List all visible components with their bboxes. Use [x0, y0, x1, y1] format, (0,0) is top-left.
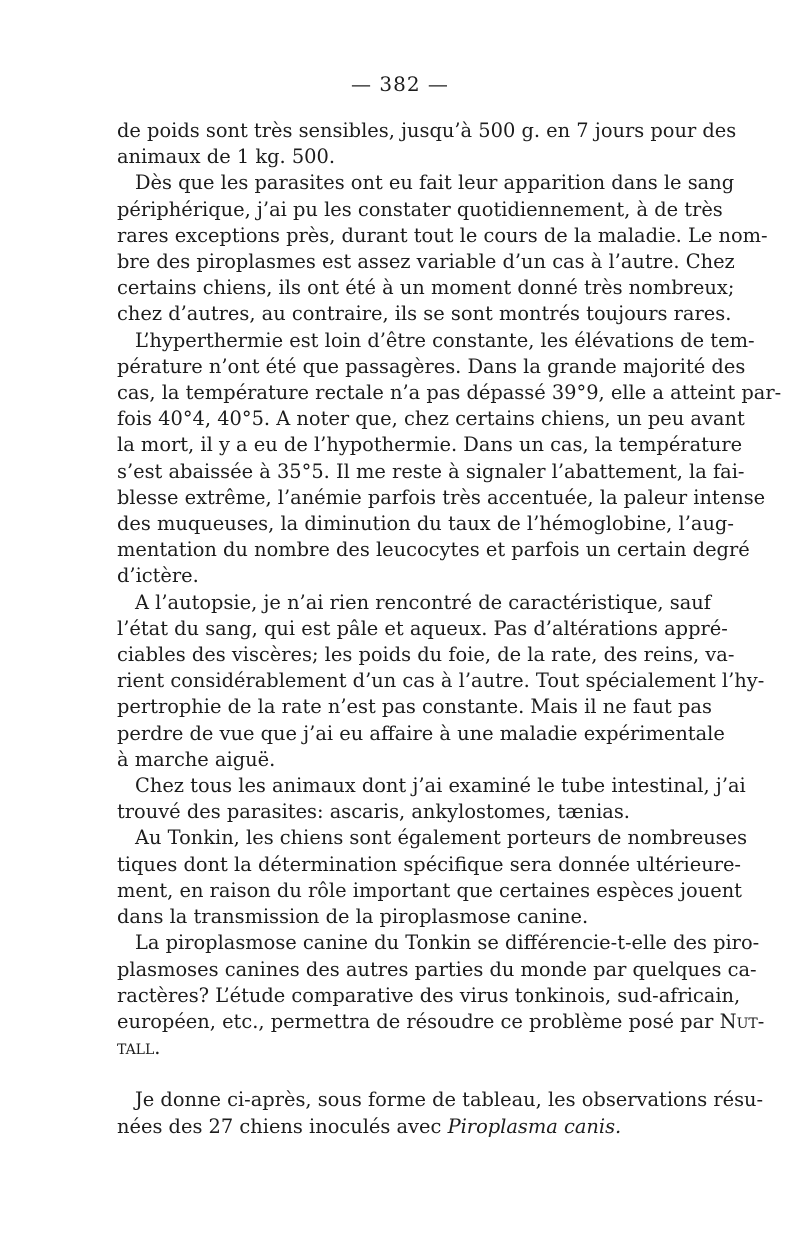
text-line: tiques dont la détermination spécifique sera donnée ultérieure- — [117, 852, 741, 876]
text-line: ciables des viscères; les poids du foie, de la rate, des reins, va- — [117, 643, 735, 667]
text-line: rient considérablement d’un cas à l’autre. Tout spécialement l’hy- — [117, 669, 765, 693]
text-line: Chez tous les animaux dont j’ai examiné le tube intestinal, j’ai — [135, 774, 746, 798]
text-line: l’état du sang, qui est pâle et aqueux. Pas d’altérations appré- — [117, 616, 728, 640]
paragraph-7 — [117, 930, 765, 1061]
text-line: d’ictère. — [117, 564, 199, 588]
text-line: de poids sont très sensibles, jusqu’à 500 g. en 7 jours pour des — [117, 119, 737, 142]
text-line: cas, la température rectale n’a pas dépassé 39°9, elle a atteint par- — [117, 381, 782, 405]
text-line: à marche aiguë. — [117, 747, 276, 771]
text-line: des muqueuses, la diminution du taux de l’hémoglobine, l’aug- — [117, 512, 734, 536]
text-line: Au Tonkin, les chiens sont également porteurs de nombreuses — [135, 826, 748, 850]
species-name: Piroplasma canis. — [447, 1114, 622, 1138]
text-line: Dès que les parasites ont eu fait leur apparition dans le sang — [135, 171, 735, 195]
paragraph-3 — [117, 328, 782, 590]
body-text — [117, 118, 782, 1140]
text-line: fois 40°4, 40°5. A noter que, chez certains chiens, un peu avant — [117, 407, 745, 431]
text-line: s’est abaissée à 35°5. Il me reste à signaler l’abattement, la fai- — [117, 459, 745, 483]
text-line: mentation du nombre des leucocytes et parfois un certain degré — [117, 538, 750, 562]
text-line: certains chiens, ils ont été à un moment donné très nombreux; — [117, 276, 735, 300]
paragraph-4 — [117, 590, 765, 773]
page-number: — 382 — — [351, 72, 449, 96]
text-line: A l’autopsie, je n’ai rien rencontré de caractéristique, sauf — [135, 590, 711, 614]
text-line: perdre de vue que j’ai eu affaire à une maladie expérimentale — [117, 721, 725, 745]
paragraph-2 — [117, 170, 768, 327]
paragraph-1 — [117, 118, 737, 170]
paragraph-8 — [117, 1087, 764, 1139]
text-line: Je donne ci-après, sous forme de tableau, les observations résu- — [135, 1088, 764, 1112]
text-line — [117, 1009, 765, 1035]
text-line: dans la transmission de la piroplasmose canine. — [117, 905, 589, 929]
text-line: plasmoses canines des autres parties du monde par quelques ca- — [117, 957, 757, 981]
paragraph-6 — [117, 825, 748, 930]
text-fragment: nées des 27 chiens inoculés avec — [117, 1114, 442, 1138]
text-line: blesse extrême, l’anémie parfois très accentuée, la paleur intense — [117, 485, 766, 509]
text-line: La piroplasmose canine du Tonkin se différencie-t-elle des piro- — [135, 931, 760, 955]
text-line: animaux de 1 kg. 500. — [117, 145, 336, 169]
text-line: pérature n’ont été que passagères. Dans la grande majorité des — [117, 354, 746, 378]
text-line: L’hyperthermie est loin d’être constante, les élévations de tem- — [135, 328, 755, 352]
text-line: la mort, il y a eu de l’hypothermie. Dans un cas, la température — [117, 433, 743, 457]
text-line: bre des piroplasmes est assez variable d’un cas à l’autre. Chez — [117, 250, 735, 274]
text-line: trouvé des parasites: ascaris, ankylostomes, tænias. — [117, 800, 630, 824]
text-line: pertrophie de la rate n’est pas constante. Mais il ne faut pas — [117, 695, 712, 719]
text-line: ment, en raison du rôle important que certaines espèces jouent — [117, 878, 742, 902]
text-line: ractères? L’étude comparative des virus tonkinois, sud-africain, — [117, 983, 741, 1007]
author-name-start: Nut- — [719, 1009, 765, 1033]
text-line — [117, 1114, 689, 1140]
paragraph-5 — [117, 773, 746, 825]
author-name-end: tall. — [117, 1036, 161, 1060]
text-line: périphérique, j’ai pu les constater quotidiennement, à de très — [117, 197, 723, 221]
text-line: chez d’autres, au contraire, ils se sont montrés toujours rares. — [117, 302, 732, 326]
text-line: rares exceptions près, durant tout le cours de la maladie. Le nom- — [117, 223, 768, 247]
text-fragment: européen, etc., permettra de résoudre ce problème posé par — [117, 1009, 714, 1033]
